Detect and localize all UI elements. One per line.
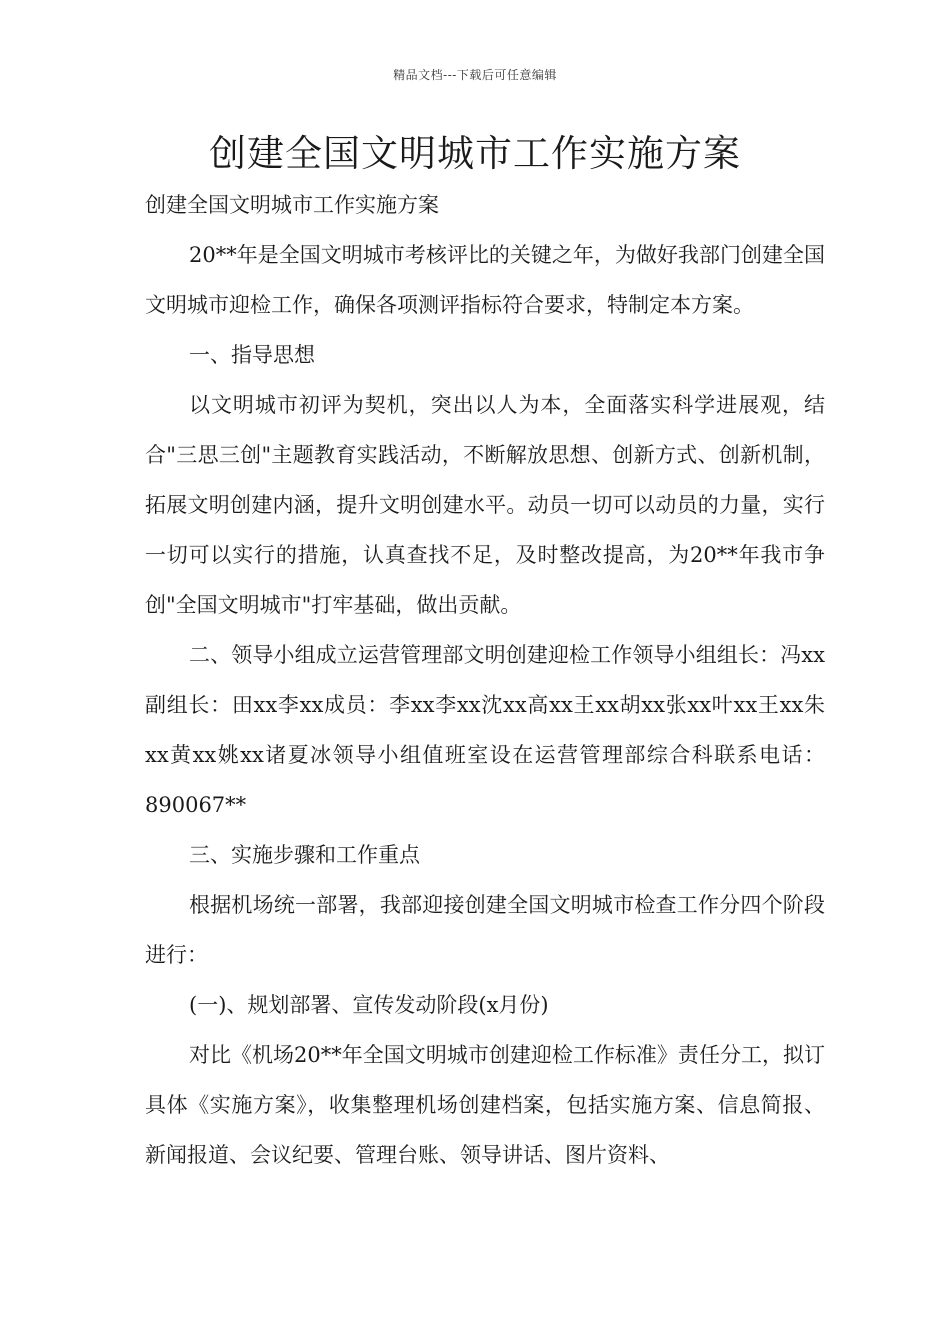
document-body <box>145 180 825 1180</box>
paragraph-guiding-ideology: 以文明城市初评为契机，突出以人为本，全面落实科学进展观，结合"三思三创"主题教育实践活动，不断解放思想、创新方式、创新机制，拓展文明创建内涵，提升文明创建水平。动员一切可以动员的力量，实行一切可以实行的措施，认真查找不足，及时整改提高，为20**年我市争创"全国文明城市"打牢基础，做出贡献。 <box>145 393 825 617</box>
section-heading-3: 三、实施步骤和工作重点 <box>189 843 420 867</box>
paragraph-phases: 根据机场统一部署，我部迎接创建全国文明城市检查工作分四个阶段进行： <box>145 893 825 967</box>
header-note: 精品文档---下载后可任意编辑 <box>393 68 557 82</box>
paragraph-intro: 20**年是全国文明城市考核评比的关键之年，为做好我部门创建全国文明城市迎检工作，确保各项测评指标符合要求，特制定本方案。 <box>145 243 825 317</box>
paragraph-leadership-group: 二、领导小组成立运营管理部文明创建迎检工作领导小组组长：冯xx副组长：田xx李xx成员：李xx李xx沈xx高xx王xx胡xx张xx叶xx王xx朱xx黄xx姚xx诸夏冰领导小组值班室设在运营管理部综合科联系电话：890067** <box>145 643 825 817</box>
document-title: 创建全国文明城市工作实施方案 <box>209 132 741 175</box>
subtitle-line: 创建全国文明城市工作实施方案 <box>145 193 439 217</box>
subsection-heading-1: (一)、规划部署、宣传发动阶段(x月份) <box>189 993 549 1017</box>
paragraph-planning: 对比《机场20**年全国文明城市创建迎检工作标准》责任分工，拟订具体《实施方案》，收集整理机场创建档案，包括实施方案、信息简报、新闻报道、会议纪要、管理台账、领导讲话、图片资料、 <box>145 1043 825 1167</box>
section-heading-1: 一、指导思想 <box>189 343 315 367</box>
